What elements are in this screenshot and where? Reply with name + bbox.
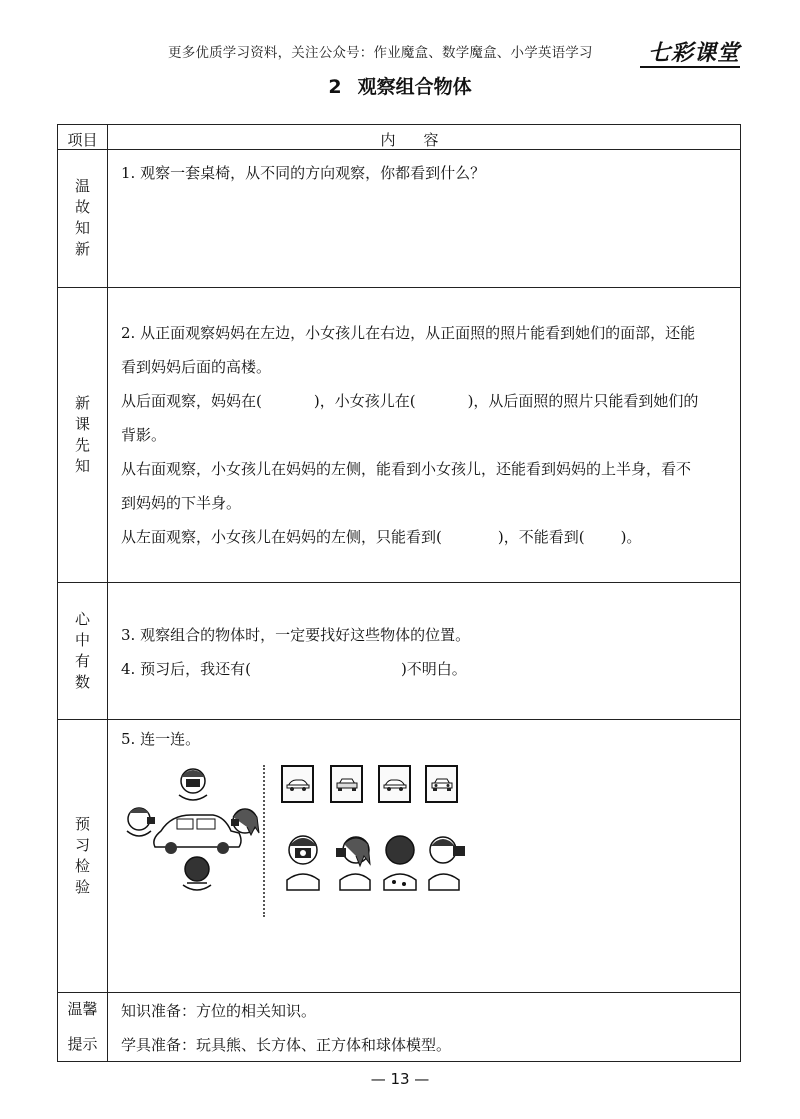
row-divider (58, 582, 740, 583)
lesson-number: 2 (328, 76, 342, 98)
kid-camera-side-girl-icon[interactable] (330, 830, 374, 892)
question-4: 4. 预习后，我还有( )不明白。 (121, 660, 467, 678)
row-divider (58, 992, 740, 993)
question-3: 3. 观察组合的物体时，一定要找好这些物体的位置。 (121, 626, 471, 644)
divider-dotted (263, 765, 265, 917)
car-icon (154, 815, 241, 854)
tip-tools: 学具准备：玩具熊、长方体、正方体和球体模型。 (121, 1036, 452, 1054)
page-title (0, 72, 800, 99)
kid-top-icon (179, 769, 207, 800)
section-label-check: 预习检验 (74, 814, 90, 896)
question-5: 5. 连一连。 (121, 730, 201, 748)
fill-blank-line: 从左面观察，小女孩儿在妈妈的左侧，只能看到( )，不能看到( )。 (121, 528, 642, 546)
question-2-line: 从右面观察，小女孩儿在妈妈的左侧，能看到小女孩儿，还能看到妈妈的上半身，看不 (121, 460, 692, 478)
lesson-table (57, 124, 741, 1062)
kid-bottom-icon (183, 857, 211, 890)
section-label-preview: 新课先知 (74, 393, 90, 475)
kid-back-view-icon[interactable] (378, 830, 422, 892)
question-2-line: 背影。 (121, 426, 167, 444)
section-label-mind: 心中有数 (74, 609, 90, 691)
page-number: — 13 — (370, 1070, 430, 1088)
brand-logo: 七彩课堂 (648, 41, 741, 66)
question-1: 1. 观察一套桌椅，从不同的方向观察，你都看到什么？ (121, 164, 486, 182)
question-2-line: 到妈妈的下半身。 (121, 494, 242, 512)
photo-car-side-right[interactable] (378, 765, 411, 803)
section-label-tips-1: 温馨 (67, 1000, 98, 1018)
kid-left-icon (127, 808, 155, 836)
column-header-item: 项目 (67, 131, 98, 149)
fill-blank-line: 从后面观察，妈妈在( )，小女孩儿在( )，从后面照的照片只能看到她们的 (121, 392, 699, 410)
kid-camera-side-boy-icon[interactable] (425, 830, 469, 892)
question-2-line: 2. 从正面观察妈妈在左边，小女孩儿在右边，从正面照的照片能看到她们的面部，还能 (121, 324, 696, 342)
kid-right-icon (231, 809, 259, 835)
photo-car-rear[interactable] (330, 765, 363, 803)
lesson-title: 观察组合物体 (357, 76, 472, 98)
brand-underline (640, 66, 740, 68)
row-divider (58, 287, 740, 288)
section-label-tips-2: 提示 (67, 1035, 98, 1053)
car-scene-illustration (121, 761, 266, 896)
kid-camera-front-icon[interactable] (281, 830, 325, 892)
column-divider (107, 125, 108, 1061)
row-divider (58, 719, 740, 720)
promo-header: 更多优质学习资料，关注公众号：作业魔盒、数学魔盒、小学英语学习 (168, 45, 593, 61)
photo-car-side-left[interactable] (281, 765, 314, 803)
question-2-line: 看到妈妈后面的高楼。 (121, 358, 272, 376)
section-label-review: 温故知新 (74, 177, 90, 258)
tip-knowledge: 知识准备：方位的相关知识。 (121, 1002, 317, 1020)
photo-car-front[interactable] (425, 765, 458, 803)
column-header-content: 内容 (380, 131, 467, 149)
